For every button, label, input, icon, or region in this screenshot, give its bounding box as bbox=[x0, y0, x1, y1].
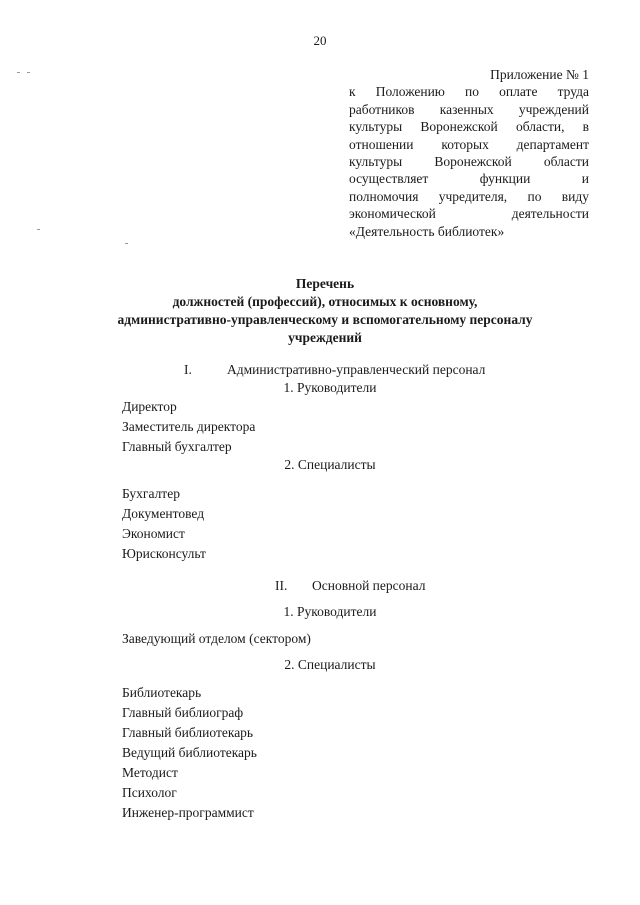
annex-line: к Положению по оплате труда bbox=[349, 84, 589, 100]
annex-line: экономической деятельности bbox=[349, 206, 589, 222]
position-list bbox=[122, 629, 311, 649]
list-item: Инженер-программист bbox=[122, 805, 254, 820]
scan-speck bbox=[17, 72, 20, 73]
list-item: Библиотекарь bbox=[122, 685, 202, 700]
annex-line: работников казенных учреждений bbox=[349, 101, 589, 117]
group-title: 2. Специалисты bbox=[284, 657, 376, 672]
annex-line: «Деятельность библиотек» bbox=[349, 223, 505, 239]
document-heading bbox=[60, 275, 590, 347]
list-item: Заместитель директора bbox=[122, 419, 256, 434]
heading-line: административно-управленческому и вспомогательному персоналу bbox=[117, 312, 533, 327]
heading-line: должностей (профессий), относимых к основному, bbox=[172, 294, 478, 309]
section-title: Основной персонал bbox=[312, 578, 426, 593]
annex-block bbox=[349, 66, 589, 240]
list-item: Юрисконсульт bbox=[122, 546, 206, 561]
list-item: Документовед bbox=[122, 506, 205, 521]
list-item: Ведущий библиотекарь bbox=[122, 745, 257, 760]
list-item: Главный библиограф bbox=[122, 705, 244, 720]
heading-title: Перечень bbox=[295, 276, 355, 291]
position-list bbox=[122, 397, 255, 457]
page-number: 20 bbox=[313, 33, 327, 48]
group-title: 1. Руководители bbox=[283, 380, 377, 395]
section-title: Административно-управленческий персонал bbox=[227, 362, 486, 377]
heading-line: учреждений bbox=[288, 330, 362, 345]
section-numeral: II. bbox=[275, 578, 288, 593]
scan-speck bbox=[125, 243, 128, 244]
list-item: Бухгалтер bbox=[122, 486, 180, 501]
annex-line: культуры Воронежской области bbox=[349, 154, 589, 170]
annex-line: отношении которых департамент bbox=[349, 136, 589, 152]
list-item: Заведующий отделом (сектором) bbox=[122, 631, 311, 646]
list-item: Главный библиотекарь bbox=[122, 725, 254, 740]
position-list bbox=[122, 484, 206, 564]
section-numeral: I. bbox=[184, 362, 192, 377]
list-item: Методист bbox=[122, 765, 178, 780]
position-list bbox=[122, 683, 257, 823]
list-item: Экономист bbox=[122, 526, 185, 541]
annex-line: культуры Воронежской области, в bbox=[349, 119, 589, 135]
list-item: Директор bbox=[122, 399, 177, 414]
annex-title: Приложение № 1 bbox=[490, 67, 589, 82]
annex-line: осуществляет функции и bbox=[349, 171, 589, 187]
list-item: Психолог bbox=[122, 785, 177, 800]
scan-speck bbox=[37, 229, 40, 230]
scan-speck bbox=[27, 72, 30, 73]
list-item: Главный бухгалтер bbox=[122, 439, 232, 454]
group-title: 1. Руководители bbox=[283, 604, 377, 619]
group-title: 2. Специалисты bbox=[284, 457, 376, 472]
annex-line: полномочия учредителя, по виду bbox=[349, 188, 589, 204]
